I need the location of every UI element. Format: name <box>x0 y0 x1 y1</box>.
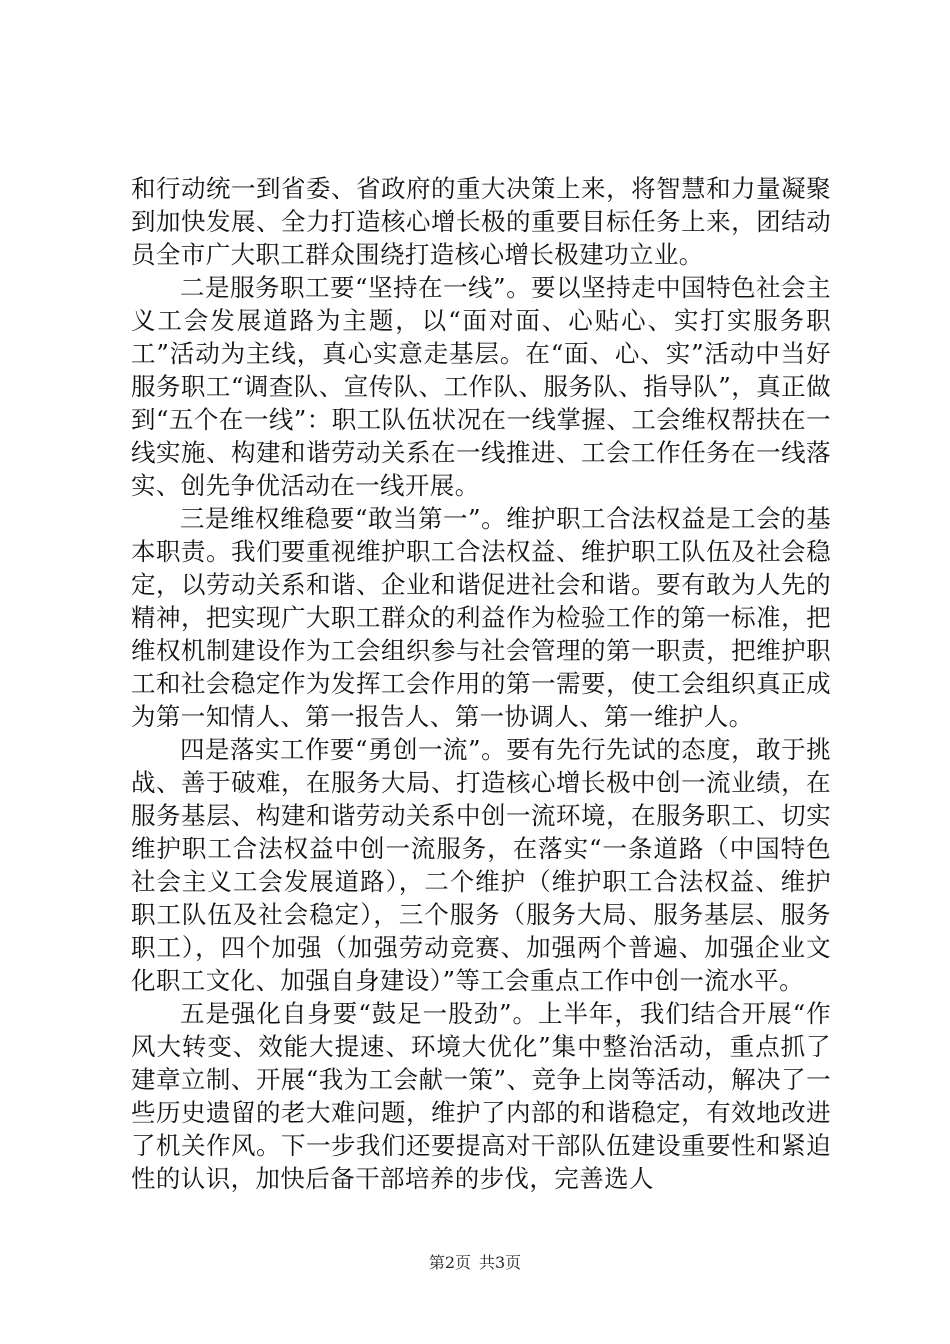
paragraph-point-four: 四是落实工作要“勇创一流”。要有先行先试的态度，敢于挑战、善于破难，在服务大局、打造核心增长极中创一流业绩，在服务基层、构建和谐劳动关系中创一流环境，在服务职工、切实维护职工合法权益中创一流服务，在落实“一条道路（中国特色社会主义工会发展道路），二个维护（维护职工合法权益、维护职工队伍及社会稳定），三个服务（服务大局、服务基层、服务职工），四个加强（加强劳动竞赛、加强两个普遍、加强企业文化职工文化、加强自身建设）”等工会重点工作中创一流水平。 <box>131 735 831 995</box>
paragraph-point-two: 二是服务职工要“坚持在一线”。要以坚持走中国特色社会主义工会发展道路为主题，以“面对面、心贴心、实打实服务职工”活动为主线，真心实意走基层。在“面、心、实”活动中当好服务职工“调查队、宣传队、工作队、服务队、指导队”，真正做到“五个在一线”：职工队伍状况在一线掌握、工会维权帮扶在一线实施、构建和谐劳动关系在一线推进、工会工作任务在一线落实、创先争优活动在一线开展。 <box>131 273 831 500</box>
paragraph-point-three: 三是维权维稳要“敢当第一”。维护职工合法权益是工会的基本职责。我们要重视维护职工合法权益、维护职工队伍及社会稳定，以劳动关系和谐、企业和谐促进社会和谐。要有敢为人先的精神，把实现广大职工群众的利益作为检验工作的第一标准，把维权机制建设作为工会组织参与社会管理的第一职责，把维护职工和社会稳定作为发挥工会作用的第一需要，使工会组织真正成为第一知情人、第一报告人、第一协调人、第一维护人。 <box>131 504 831 731</box>
document-body <box>131 172 831 1195</box>
paragraph-point-five: 五是强化自身要“鼓足一股劲”。上半年，我们结合开展“作风大转变、效能大提速、环境大优化”集中整治活动，重点抓了建章立制、开展“我为工会献一策”、竞争上岗等活动，解决了一些历史遗留的老大难问题，维护了内部的和谐稳定，有效地改进了机关作风。下一步我们还要提高对干部队伍建设重要性和紧迫性的认识，加快后备干部培养的步伐，完善选人 <box>131 999 831 1193</box>
page-number: 第2页 <box>428 1253 471 1272</box>
page-footer <box>0 1253 950 1273</box>
page-total: 共3页 <box>479 1253 522 1272</box>
paragraph-continuation: 和行动统一到省委、省政府的重大决策上来，将智慧和力量凝聚到加快发展、全力打造核心增长极的重要目标任务上来，团结动员全市广大职工群众围绕打造核心增长极建功立业。 <box>131 174 831 269</box>
